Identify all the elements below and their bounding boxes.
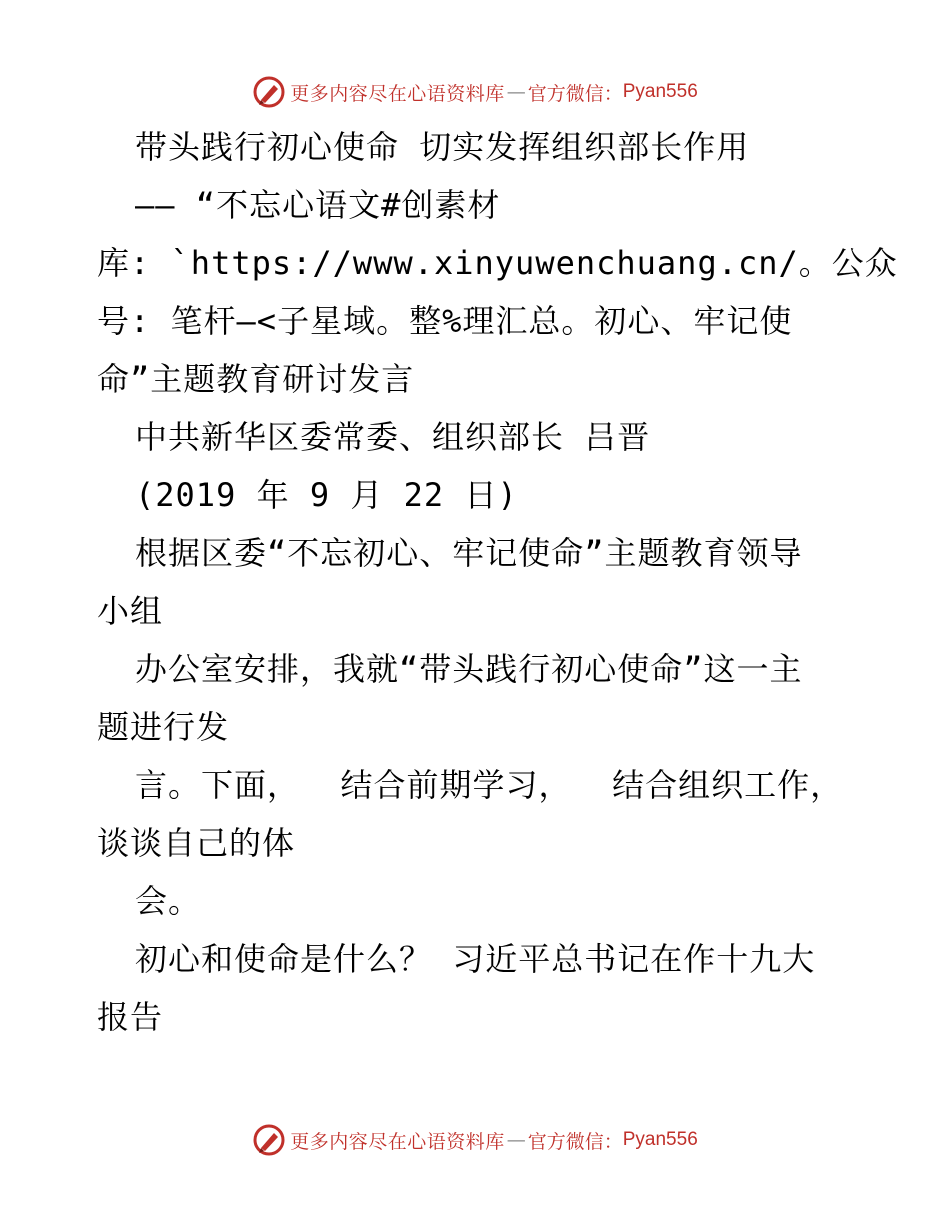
text-line: 小组 (97, 592, 164, 630)
text-line: 言。下面， 结合前期学习， 结合组织工作， (135, 766, 844, 804)
pen-logo-icon (252, 1123, 286, 1157)
text-line: 谈谈自己的体 (97, 824, 296, 862)
text-line: 初心和使命是什么？ 习近平总书记在作十九大 (135, 940, 816, 978)
watermark-site-text: 更多内容尽在心语资料库 (290, 1130, 505, 1153)
watermark-separator: — (506, 81, 526, 103)
text-line: 题进行发 (97, 708, 230, 746)
text-line: 办公室安排，我就“带头践行初心使命”这一主 (135, 650, 803, 688)
text-line: 命”主题教育研讨发言 (97, 360, 415, 398)
pen-logo-icon (252, 75, 286, 109)
text-line: (2019 年 9 月 22 日) (135, 476, 518, 514)
text-line: 库: `https://www.xinyuwenchuang.cn/。公众 (97, 244, 898, 282)
header-watermark (0, 72, 950, 112)
watermark-wechat-id: Pyan556 (622, 1129, 698, 1150)
document-body (97, 124, 898, 1052)
text-line: 中共新华区委常委、组织部长 吕晋 (135, 418, 651, 456)
watermark-separator: — (506, 1129, 526, 1151)
text-line: —— “不忘心语文#创素材 (135, 186, 501, 224)
text-line: 报告 (97, 998, 164, 1036)
watermark-wechat-id: Pyan556 (622, 81, 698, 102)
text-line: 号: 笔杆—<子星域。整%理汇总。初心、牢记使 (97, 302, 793, 340)
watermark-label: 官方微信： (527, 82, 623, 105)
text-line: 会。 (135, 882, 202, 920)
text-line: 根据区委“不忘初心、牢记使命”主题教育领导 (135, 534, 803, 572)
footer-watermark (0, 1120, 950, 1160)
watermark-site-text: 更多内容尽在心语资料库 (290, 82, 505, 105)
text-line: 带头践行初心使命 切实发挥组织部长作用 (135, 128, 750, 166)
watermark-label: 官方微信： (527, 1130, 623, 1153)
